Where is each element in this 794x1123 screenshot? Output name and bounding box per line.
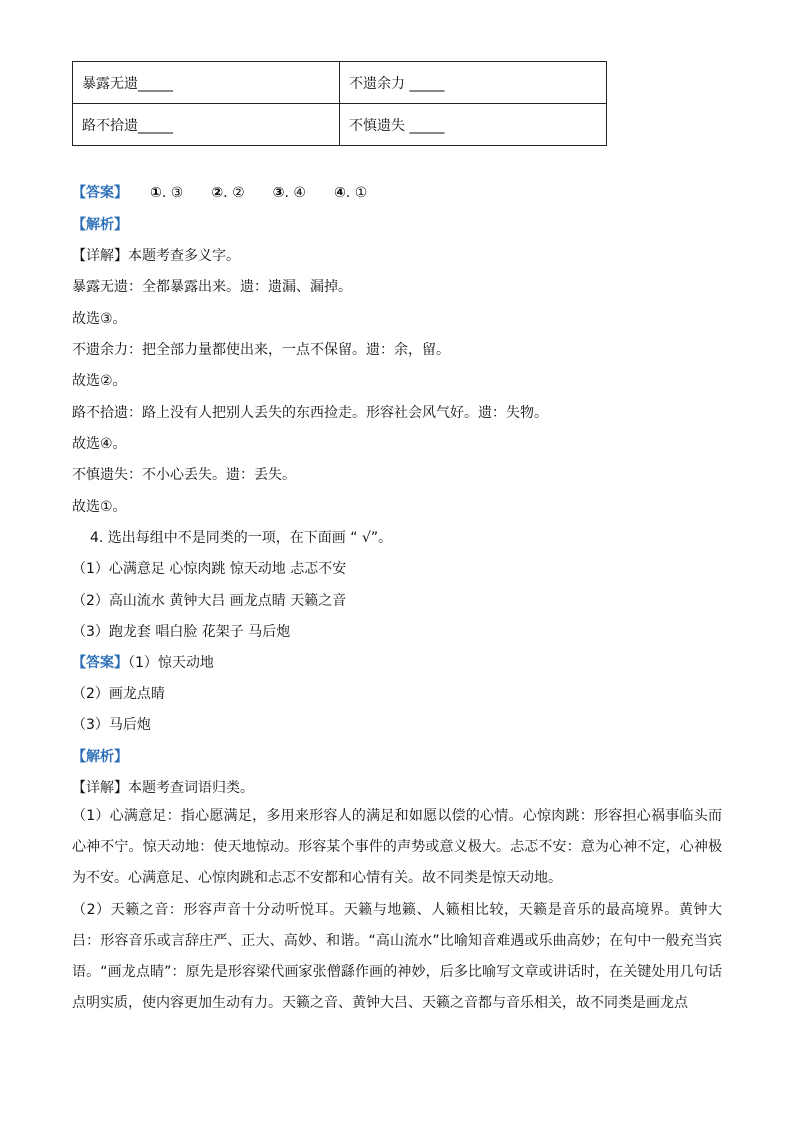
analysis-label: 【解析】 <box>72 217 128 233</box>
table-cell: 路不拾遗_____ <box>73 104 340 146</box>
explanation-line: 故选①。 <box>72 499 127 515</box>
explanation-line: 暴露无遗：全都暴露出来。遗：遗漏、漏掉。 <box>72 279 352 295</box>
q3-answer-line <box>72 184 395 202</box>
word-choice-table <box>72 61 607 146</box>
explanation-paragraph: （2）天籁之音：形容声音十分动听悦耳。天籁与地籁、人籁相比较，天籁是音乐的最高境界。黄钟大吕：形容音乐或言辞庄严、正大、高妙、和谐。“高山流水”比喻知音难遇或乐曲高妙；在句中一般充当宾语。“画龙点睛”：原先是形容梁代画家张僧繇作画的神妙，后多比喻写文章或讲话时，在关键处用几句话点明实质，使内容更加生动有力。天籁之音、黄钟大吕、天籁之音都与音乐相关，故不同类是画龙点 <box>72 902 722 1011</box>
answer-items <box>150 185 395 201</box>
q4-answer-line <box>72 654 214 672</box>
detail-heading: 【详解】本题考查词语归类。 <box>72 780 254 796</box>
question-4: 4. 选出每组中不是同类的一项，在下面画 “ √”。 <box>90 530 393 546</box>
explanation-line: 故选④。 <box>72 436 127 452</box>
explanation-paragraph: （1）心满意足：指心愿满足，多用来形容人的满足和如愿以偿的心情。心惊肉跳：形容担心祸事临头而心神不宁。惊天动地：使天地惊动。形容某个事件的声势或意义极大。忐忑不安：意为心神不定，心神极为不安。心满意足、心惊肉跳和忐忑不安都和心情有关。故不同类是惊天动地。 <box>72 808 722 886</box>
question-group: （3）跑龙套 唱白脸 花架子 马后炮 <box>72 624 291 640</box>
table-row <box>73 104 607 146</box>
detail-heading: 【详解】本题考查多义字。 <box>72 248 240 264</box>
answer-item: ②. ② <box>211 185 245 201</box>
explanation-line: 故选③。 <box>72 311 127 327</box>
question-group: （1）心满意足 心惊肉跳 惊天动地 忐忑不安 <box>72 561 347 577</box>
table-cell: 不遗余力 _____ <box>340 62 607 104</box>
answer-item: ③. ④ <box>272 185 306 201</box>
table-cell: 不慎遗失 _____ <box>340 104 607 146</box>
analysis-label: 【解析】 <box>72 749 128 765</box>
explanation-line: 故选②。 <box>72 373 127 389</box>
answer-text: （1）惊天动地 <box>128 655 214 671</box>
explanation-line: 路不拾遗：路上没有人把别人丢失的东西捡走。形容社会风气好。遗：失物。 <box>72 405 548 421</box>
answer-item: ④. ① <box>333 185 368 201</box>
explanation-line: 不慎遗失：不小心丢失。遗：丢失。 <box>72 467 296 483</box>
answer-label: 【答案】 <box>72 655 128 671</box>
answer-label: 【答案】 <box>72 185 128 201</box>
answer-item: ①. ③ <box>150 185 184 201</box>
table-cell: 暴露无遗_____ <box>73 62 340 104</box>
answer-text: （2）画龙点睛 <box>72 686 165 702</box>
answer-text: （3）马后炮 <box>72 717 151 733</box>
table-row <box>73 62 607 104</box>
question-group: （2）高山流水 黄钟大吕 画龙点睛 天籁之音 <box>72 593 347 609</box>
explanation-line: 不遗余力：把全部力量都使出来，一点不保留。遗：余，留。 <box>72 342 450 358</box>
